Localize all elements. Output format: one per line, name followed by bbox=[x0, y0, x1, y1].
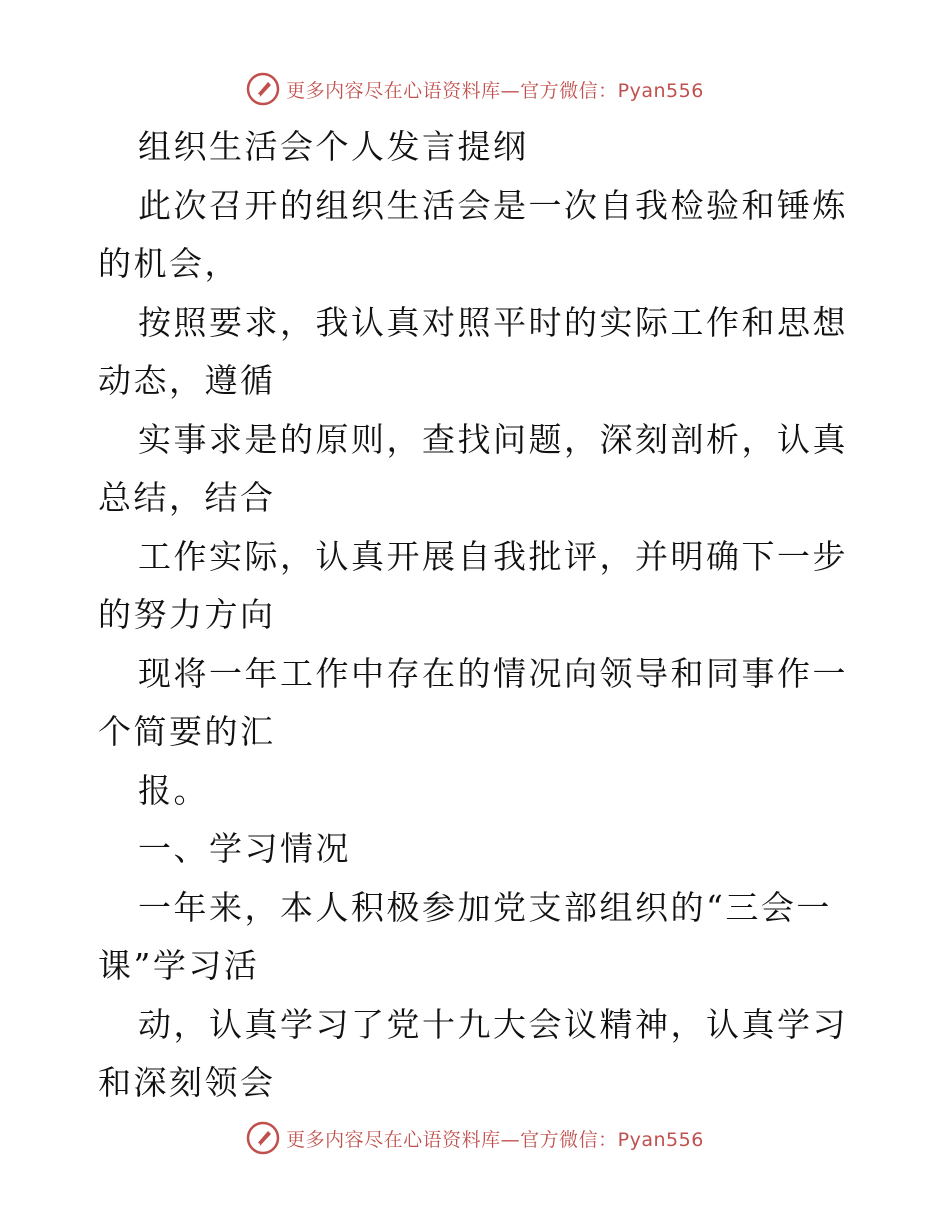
paragraph: 现将一年工作中存在的情况向领导和同事作一个简要的汇 bbox=[98, 653, 848, 751]
paragraph: 一年来，本人积极参加党支部组织的“三会一课”学习活 bbox=[98, 887, 832, 985]
pen-nib-logo-icon bbox=[246, 1121, 280, 1155]
document-body bbox=[98, 118, 858, 1113]
watermark-text: 更多内容尽在心语资料库—官方微信：Pyan556 bbox=[286, 1128, 704, 1151]
paragraph: 此次召开的组织生活会是一次自我检验和锤炼的机会， bbox=[98, 185, 848, 283]
paragraph: 按照要求，我认真对照平时的实际工作和思想动态，遵循 bbox=[98, 302, 848, 400]
paragraph: 动，认真学习了党十九大会议精神，认真学习和深刻领会 bbox=[98, 1004, 848, 1102]
header-watermark bbox=[0, 72, 950, 106]
paragraph: 实事求是的原则，查找问题，深刻剖析，认真总结，结合 bbox=[98, 419, 848, 517]
pen-nib-logo-icon bbox=[246, 72, 280, 106]
paragraph: 工作实际，认真开展自我批评，并明确下一步的努力方向 bbox=[98, 536, 848, 634]
footer-watermark bbox=[0, 1121, 950, 1155]
paragraph: 报。 bbox=[138, 770, 209, 810]
document-title: 组织生活会个人发言提纲 bbox=[138, 127, 529, 166]
watermark-text: 更多内容尽在心语资料库—官方微信：Pyan556 bbox=[286, 79, 704, 102]
section-heading: 一、学习情况 bbox=[138, 829, 351, 868]
